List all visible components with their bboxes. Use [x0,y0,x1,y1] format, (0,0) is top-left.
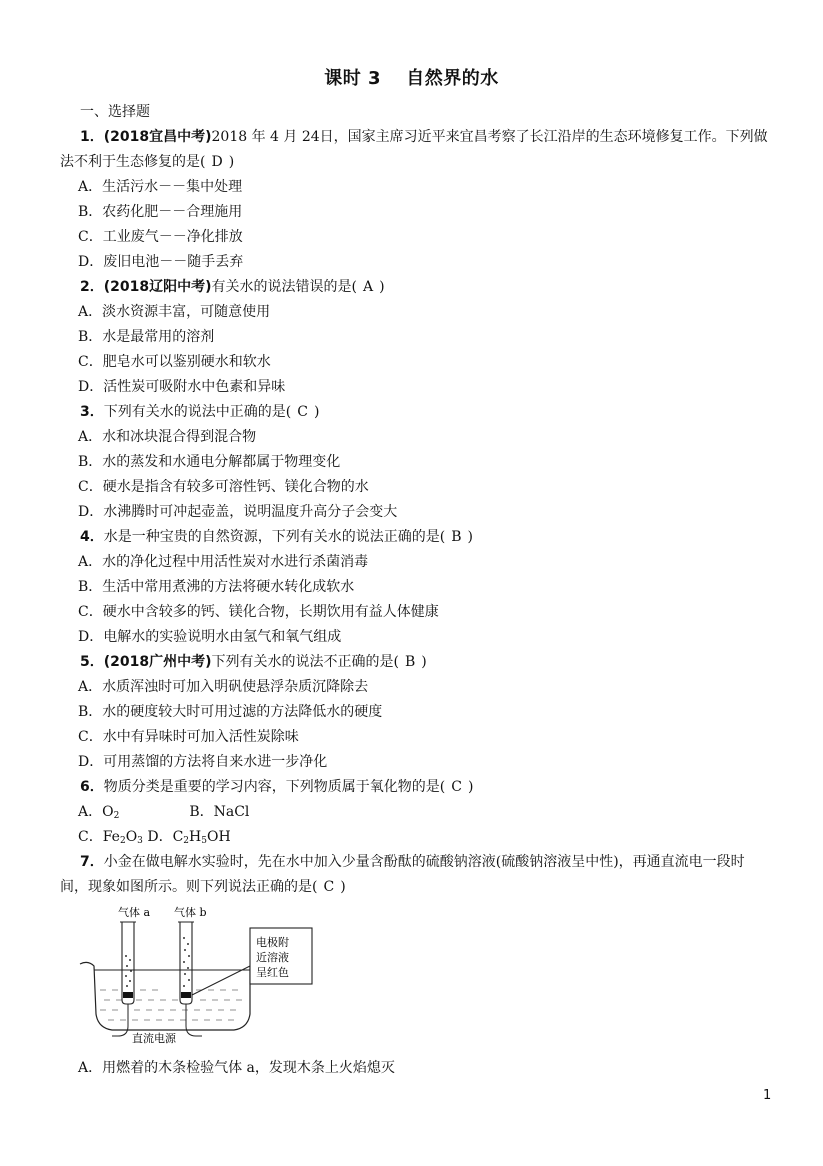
option-d: D．电解水的实验说明水由氢气和氧气组成 [78,629,342,645]
option-a [78,804,119,820]
option-b: B．水的硬度较大时可用过滤的方法降低水的硬度 [78,704,383,720]
answer-bracket: ) [340,879,346,895]
subscript: 2 [183,836,190,846]
question-text: 下列有关水的说法不正确的是( [211,654,399,670]
answer-letter: C [297,404,308,420]
question-number: 7． [80,854,104,870]
electrode-b [181,992,191,998]
option-b: B．水是最常用的溶剂 [78,329,215,345]
question-5 [60,650,760,675]
option-c [78,829,143,845]
page-number: 1 [763,1088,772,1103]
subscript: 2 [113,811,120,821]
option-c: C．肥皂水可以鉴别硬水和软水 [78,354,271,370]
question-1 [60,125,768,150]
option-d: D．废旧电池－－随手丢弃 [78,254,244,270]
answer-bracket: ) [313,404,320,420]
option-d-text: D．C [147,829,184,845]
answer-bracket: ) [467,529,473,545]
option-d: D．可用蒸馏的方法将自来水进一步净化 [78,754,328,770]
answer-letter: C [323,879,335,895]
bubbles-b [183,937,190,987]
question-6 [60,775,760,800]
question-number: 1． [80,129,104,145]
question-text: 物质分类是重要的学习内容，下列物质属于氧化物的是( [103,779,446,795]
question-number: 6． [80,779,104,795]
worksheet-content [60,100,768,1081]
question-text: 2018 年 4 月 24日，国家主席习近平来宜昌考察了长江沿岸的生态环境修复工作。下列做 [211,129,768,145]
option-c: C．水中有异味时可加入活性炭除味 [78,729,299,745]
callout-line-1: 电极附 [256,936,289,949]
question-3 [60,400,760,425]
question-number: 3． [80,404,104,420]
question-source: (2018广州中考) [103,654,212,670]
question-text: 有关水的说法错误的是( [211,279,357,295]
option-d: D．活性炭可吸附水中色素和异味 [78,379,286,395]
option-a: A．水质浑浊时可加入明矾使悬浮杂质沉降除去 [78,679,369,695]
answer-bracket: ) [467,779,474,795]
question-text: 法不利于生态修复的是( [60,154,206,170]
question-text: 小金在做电解水实验时，先在水中加入少量含酚酞的硫酸钠溶液(硫酸钠溶液呈中性)，再通直流电一段时 [103,854,745,870]
question-number: 2． [80,279,104,295]
answer-letter: A [362,279,374,295]
question-source: (2018宜昌中考) [103,129,212,145]
question-text: 水是一种宝贵的自然资源，下列有关水的说法正确的是( [103,529,446,545]
bubbles-a [125,955,132,987]
question-number: 4． [80,529,104,545]
option-a: A．淡水资源丰富，可随意使用 [78,304,271,320]
answer-bracket: ) [228,154,235,170]
option-c-text: O [125,829,138,845]
answer-letter: B [451,529,462,545]
option-a: A．用燃着的木条检验气体 a，发现木条上火焰熄灭 [78,1060,395,1076]
option-a: A．水和冰块混合得到混合物 [78,429,257,445]
answer-letter: C [451,779,462,795]
option-row-ab [60,800,760,825]
callout-line-3: 呈红色 [256,966,289,979]
question-number: 5． [80,654,104,670]
option-d-text: H [189,829,202,845]
option-b: B．生活中常用煮沸的方法将硬水转化成软水 [78,579,355,595]
question-1-continued [60,150,760,175]
answer-letter: B [404,654,416,670]
test-tube-a [122,922,134,1004]
gas-a-label: 气体 a [118,906,151,919]
option-c: C．硬水中含较多的钙、镁化合物，长期饮用有益人体健康 [78,604,439,620]
answer-letter: D [211,154,223,170]
section-heading: 一、选择题 [80,104,150,120]
option-d [147,829,230,845]
gas-b-label: 气体 b [174,906,207,919]
option-c: C．工业废气－－净化排放 [78,229,243,245]
option-a: A．水的净化过程中用活性炭对水进行杀菌消毒 [78,554,369,570]
option-d: D．水沸腾时可冲起壶盖，说明温度升高分子会变大 [78,504,398,520]
test-tube-b [180,922,192,1004]
subscript: 3 [137,836,143,846]
answer-bracket: ) [421,654,427,670]
power-source-label: 直流电源 [132,1032,176,1045]
subscript: 5 [201,836,207,846]
electrolysis-diagram [78,904,328,1046]
question-text: 下列有关水的说法中正确的是( [103,404,292,420]
option-row-cd [60,825,760,850]
option-a: A．生活污水－－集中处理 [78,179,243,195]
question-4 [60,525,760,550]
electrode-a [123,992,133,998]
callout-line-2: 近溶液 [256,951,289,964]
option-c-text: C．Fe [78,829,120,845]
question-source: (2018辽阳中考) [103,279,212,295]
page-title: 课时 3 自然界的水 [324,68,499,89]
subscript: 2 [119,836,126,846]
option-b: B．水的蒸发和水通电分解都属于物理变化 [78,454,341,470]
question-text: 间，现象如图所示。则下列说法正确的是( [60,879,318,895]
option-b: B．NaCl [189,804,250,820]
option-c: C．硬水是指含有较多可溶性钙、镁化合物的水 [78,479,369,495]
water-pattern [100,990,242,1020]
question-2 [60,275,760,300]
answer-bracket: ) [379,279,385,295]
question-7 [60,850,760,875]
option-b: B．农药化肥－－合理施用 [78,204,243,220]
question-7-continued [60,875,760,900]
option-a-text: A．O [78,804,114,820]
option-d-text: OH [206,829,231,845]
